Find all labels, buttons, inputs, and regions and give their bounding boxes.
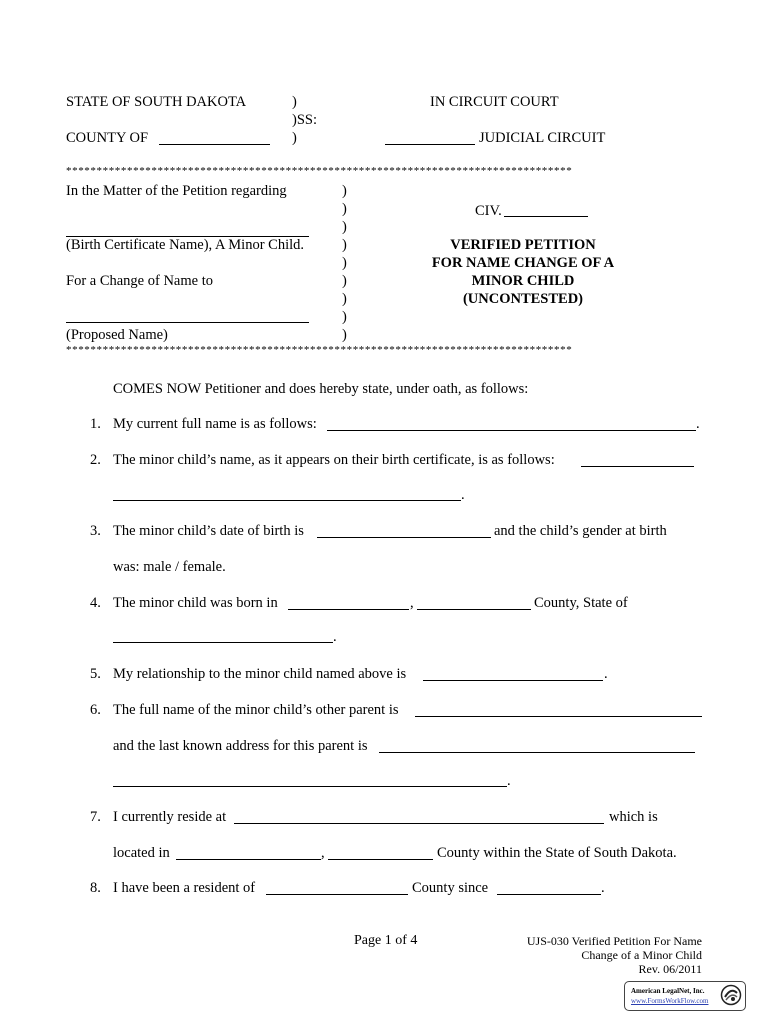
- form-revision: Rev. 06/2011: [638, 962, 702, 976]
- item1-text: My current full name is as follows:: [113, 416, 317, 432]
- matter-line: In the Matter of the Petition regarding: [66, 183, 287, 199]
- item4-county-text: County, State of: [534, 595, 628, 611]
- other-parent-address-blank-1[interactable]: [379, 752, 695, 753]
- period: .: [507, 773, 511, 789]
- matter-paren: ): [342, 237, 347, 253]
- item5-text: My relationship to the minor child named above is: [113, 666, 407, 682]
- period: .: [601, 880, 605, 896]
- petition-title-line4: (UNCONTESTED): [462, 291, 584, 307]
- matter-paren: ): [342, 255, 347, 271]
- item-number: 1.: [90, 416, 101, 432]
- item-number: 2.: [90, 452, 101, 468]
- period: .: [333, 629, 337, 645]
- item6-text: The full name of the minor child’s other parent is: [113, 702, 399, 718]
- form-id-line1: UJS-030 Verified Petition For Name: [526, 934, 702, 948]
- item-number: 7.: [90, 809, 101, 825]
- gender-options: was: male / female.: [113, 559, 226, 575]
- item7-county-text: County within the State of South Dakota.: [437, 845, 677, 861]
- change-to-label: For a Change of Name to: [66, 273, 213, 289]
- publisher-url[interactable]: www.FormsWorkFlow.com: [631, 997, 709, 1005]
- item-number: 8.: [90, 880, 101, 896]
- period: .: [696, 416, 700, 432]
- other-parent-name-blank[interactable]: [415, 716, 702, 717]
- civ-label: CIV.: [475, 203, 502, 219]
- item-number: 5.: [90, 666, 101, 682]
- court-caption: IN CIRCUIT COURT: [430, 94, 559, 110]
- intro-text: COMES NOW Petitioner and does hereby state, under oath, as follows:: [113, 381, 529, 397]
- item7-which-text: which is: [609, 809, 658, 825]
- petition-title-line2: FOR NAME CHANGE OF A: [431, 255, 615, 271]
- residence-city-blank[interactable]: [176, 859, 321, 860]
- item-number: 6.: [90, 702, 101, 718]
- birth-name-label: (Birth Certificate Name), A Minor Child.: [66, 237, 304, 253]
- resident-county-blank[interactable]: [266, 894, 408, 895]
- resident-since-blank[interactable]: [497, 894, 601, 895]
- form-id-line2: Change of a Minor Child: [581, 948, 702, 962]
- matter-paren: ): [342, 309, 347, 325]
- birth-county-blank[interactable]: [417, 609, 531, 610]
- matter-paren: ): [342, 183, 347, 199]
- birth-state-blank[interactable]: [113, 642, 333, 643]
- relationship-blank[interactable]: [423, 680, 603, 681]
- ss-caption: )SS:: [292, 112, 317, 128]
- other-parent-address-blank-2[interactable]: [113, 786, 507, 787]
- publisher-logo: [624, 981, 746, 1011]
- item-number: 4.: [90, 595, 101, 611]
- birth-certificate-name-blank-2[interactable]: [113, 500, 461, 501]
- publisher-name: American LegalNet, Inc.: [631, 987, 705, 995]
- state-caption: STATE OF SOUTH DAKOTA: [66, 94, 247, 110]
- birth-city-blank[interactable]: [288, 609, 409, 610]
- item-number: 3.: [90, 523, 101, 539]
- civ-number-blank[interactable]: [504, 216, 588, 217]
- judicial-circuit-blank[interactable]: [385, 144, 475, 145]
- birth-certificate-name-blank-1[interactable]: [581, 466, 694, 467]
- matter-paren: ): [342, 219, 347, 235]
- item6-address-text: and the last known address for this parent is: [113, 738, 368, 754]
- proposed-name-label: (Proposed Name): [66, 327, 168, 343]
- date-of-birth-blank[interactable]: [317, 537, 491, 538]
- period: .: [604, 666, 608, 682]
- matter-paren: ): [342, 327, 347, 343]
- publisher-emblem-icon: [720, 984, 742, 1006]
- matter-paren: ): [342, 291, 347, 307]
- residence-county-blank[interactable]: [328, 859, 433, 860]
- county-blank[interactable]: [159, 144, 270, 145]
- item4-text: The minor child was born in: [113, 595, 278, 611]
- caption-paren: ): [292, 130, 297, 146]
- county-caption: COUNTY OF: [66, 130, 149, 146]
- item2-text: The minor child’s name, as it appears on their birth certificate, is as follows:: [113, 452, 555, 468]
- item3-text: The minor child’s date of birth is: [113, 523, 304, 539]
- comma: ,: [321, 845, 325, 861]
- separator-top: ***********************************************************************************: [66, 166, 573, 177]
- period: .: [461, 487, 465, 503]
- item7-text: I currently reside at: [113, 809, 227, 825]
- item8-text: I have been a resident of: [113, 880, 256, 896]
- full-name-blank[interactable]: [327, 430, 696, 431]
- matter-paren: ): [342, 273, 347, 289]
- separator-bottom: ***********************************************************************************: [66, 345, 573, 356]
- residence-address-blank[interactable]: [234, 823, 604, 824]
- item3-gender-text: and the child’s gender at birth: [494, 523, 667, 539]
- petition-title-line1: VERIFIED PETITION: [450, 237, 596, 253]
- proposed-name-blank[interactable]: [66, 322, 309, 323]
- comma: ,: [410, 595, 414, 611]
- caption-paren: ): [292, 94, 297, 110]
- petition-title-line3: MINOR CHILD: [471, 273, 575, 289]
- judicial-circuit-caption: JUDICIAL CIRCUIT: [479, 130, 606, 146]
- page-number: Page 1 of 4: [354, 933, 418, 948]
- item8-since-text: County since: [412, 880, 489, 896]
- matter-paren: ): [342, 201, 347, 217]
- item7-located-text: located in: [113, 845, 170, 861]
